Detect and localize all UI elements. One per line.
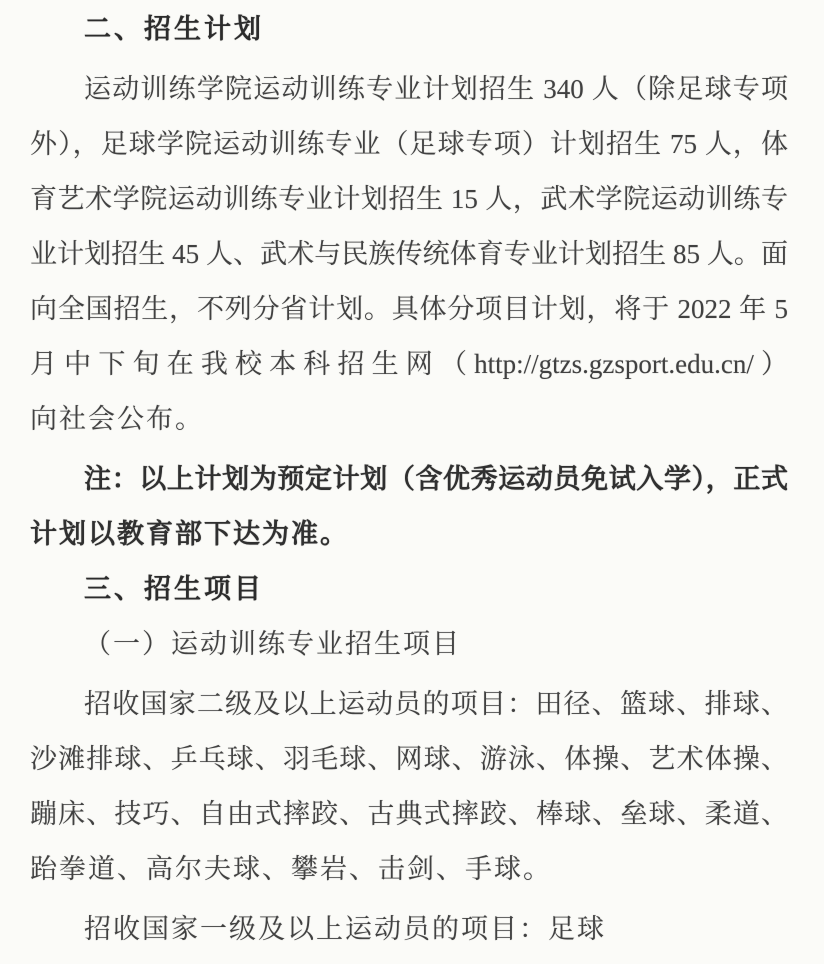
plan-paragraph-line: 育艺术学院运动训练专业计划招生 15 人，武术学院运动训练专 (30, 184, 788, 214)
plan-paragraph-line: 向社会公布。 (30, 404, 204, 434)
section-heading-enrollment-programs: 三、招生项目 (84, 574, 264, 604)
tier2-sports-line: 沙滩排球、乒乓球、羽毛球、网球、游泳、体操、艺术体操、 (30, 744, 788, 774)
plan-paragraph-line: 业计划招生 45 人、武术与民族传统体育专业计划招生 85 人。面 (30, 239, 788, 269)
tier2-sports-line: 跆拳道、高尔夫球、攀岩、击剑、手球。 (30, 854, 552, 884)
note-line: 计划以教育部下达为准。 (30, 519, 349, 549)
tier1-sports-line: 招收国家一级及以上运动员的项目：足球 (84, 914, 606, 944)
note-line: 注：以上计划为预定计划（含优秀运动员免试入学），正式 (84, 464, 788, 494)
section-heading-enrollment-plan: 二、招生计划 (84, 14, 264, 44)
plan-paragraph-line: 外），足球学院运动训练专业（足球专项）计划招生 75 人，体 (30, 129, 788, 159)
subsection-heading-sport-training-program: （一）运动训练专业招生项目 (84, 629, 461, 659)
plan-paragraph-line-website-url: 月中下旬在我校本科招生网（http://gtzs.gzsport.edu.cn/） (30, 349, 788, 379)
plan-paragraph-line: 向全国招生，不列分省计划。具体分项目计划，将于 2022 年 5 (30, 294, 788, 324)
tier2-sports-line: 招收国家二级及以上运动员的项目：田径、篮球、排球、 (84, 689, 788, 719)
plan-paragraph-line: 运动训练学院运动训练专业计划招生 340 人（除足球专项 (84, 74, 788, 104)
tier2-sports-line: 蹦床、技巧、自由式摔跤、古典式摔跤、棒球、垒球、柔道、 (30, 799, 788, 829)
